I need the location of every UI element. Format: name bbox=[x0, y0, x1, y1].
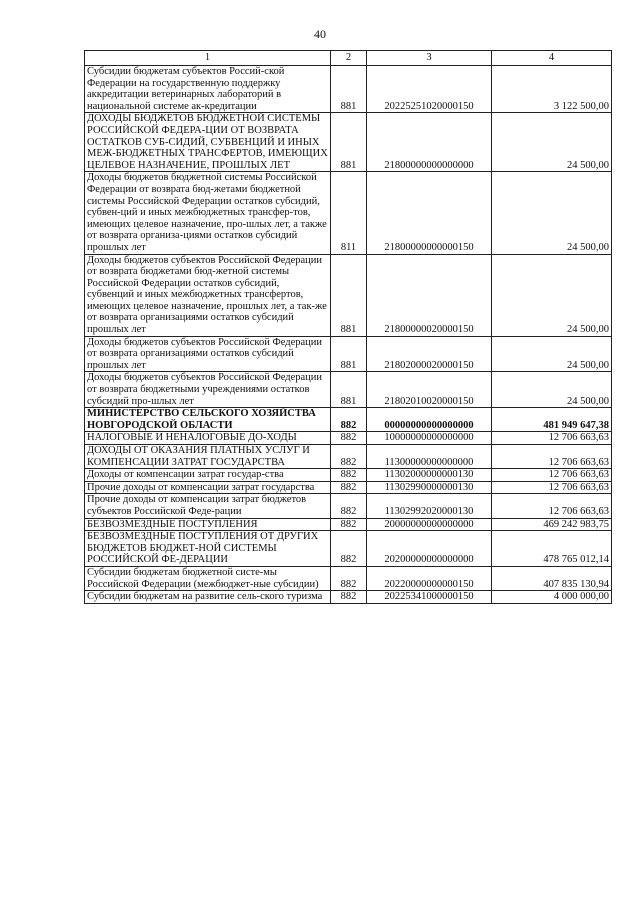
row-sum-cell: 481 949 647,38 bbox=[492, 408, 612, 432]
table-row bbox=[85, 494, 612, 518]
row-sum-cell: 12 706 663,63 bbox=[492, 469, 612, 482]
row-code-cell: 882 bbox=[331, 432, 367, 445]
row-name-cell: Доходы от компенсации затрат государ-ства bbox=[85, 469, 331, 482]
row-kbk-cell: 11302000000000130 bbox=[367, 469, 492, 482]
page-number: 40 bbox=[314, 27, 326, 41]
table-row bbox=[85, 336, 612, 372]
row-sum-cell: 407 835 130,94 bbox=[492, 566, 612, 590]
row-name-cell: ДОХОДЫ ОТ ОКАЗАНИЯ ПЛАТНЫХ УСЛУГ И КОМПЕНСАЦИИ ЗАТРАТ ГОСУДАРСТВА bbox=[85, 445, 331, 469]
table-row bbox=[85, 518, 612, 531]
row-kbk-cell: 20000000000000000 bbox=[367, 518, 492, 531]
row-kbk-cell: 20225341000000150 bbox=[367, 591, 492, 604]
row-name-cell: БЕЗВОЗМЕЗДНЫЕ ПОСТУПЛЕНИЯ ОТ ДРУГИХ БЮДЖЕТОВ БЮДЖЕТ-НОЙ СИСТЕМЫ РОССИЙСКОЙ ФЕ-ДЕРАЦИИ bbox=[85, 531, 331, 567]
row-sum-cell: 469 242 983,75 bbox=[492, 518, 612, 531]
row-name-cell: БЕЗВОЗМЕЗДНЫЕ ПОСТУПЛЕНИЯ bbox=[85, 518, 331, 531]
column-header-1: 1 bbox=[85, 51, 331, 66]
row-sum-cell: 12 706 663,63 bbox=[492, 432, 612, 445]
row-code-cell: 882 bbox=[331, 445, 367, 469]
table-row bbox=[85, 591, 612, 604]
row-sum-cell: 24 500,00 bbox=[492, 336, 612, 372]
row-kbk-cell: 20200000000000000 bbox=[367, 531, 492, 567]
column-header-4: 4 bbox=[492, 51, 612, 66]
row-code-cell: 881 bbox=[331, 113, 367, 172]
table-row bbox=[85, 408, 612, 432]
budget-revenue-table bbox=[84, 50, 612, 604]
row-name-cell: Доходы бюджетов субъектов Российской Федерации от возврата бюджетами бюд-жетной системы Российской Федерации остатков субсидий, субвенций и иных межбюджетных трансфертов, имеющих целевое назначение, прошлых лет, а так-же от возврата организациями остатков субсидий прошлых лет bbox=[85, 254, 331, 336]
row-code-cell: 881 bbox=[331, 372, 367, 408]
row-kbk-cell: 11300000000000000 bbox=[367, 445, 492, 469]
table-row bbox=[85, 445, 612, 469]
row-name-cell: Субсидии бюджетам субъектов Россий-ской Федерации на государственную поддержку аккредитации ветеринарных лабораторий в национальной системе ак-кредитации bbox=[85, 66, 331, 113]
table-row bbox=[85, 66, 612, 113]
row-kbk-cell: 10000000000000000 bbox=[367, 432, 492, 445]
row-kbk-cell: 11302990000000130 bbox=[367, 481, 492, 494]
row-code-cell: 881 bbox=[331, 254, 367, 336]
column-header-3: 3 bbox=[367, 51, 492, 66]
row-code-cell: 882 bbox=[331, 531, 367, 567]
row-code-cell: 881 bbox=[331, 336, 367, 372]
row-name-cell: МИНИСТЕРСТВО СЕЛЬСКОГО ХОЗЯЙСТВА НОВГОРОДСКОЙ ОБЛАСТИ bbox=[85, 408, 331, 432]
table-row bbox=[85, 566, 612, 590]
row-kbk-cell: 21802010020000150 bbox=[367, 372, 492, 408]
row-code-cell: 882 bbox=[331, 591, 367, 604]
row-kbk-cell: 20225251020000150 bbox=[367, 66, 492, 113]
row-sum-cell: 3 122 500,00 bbox=[492, 66, 612, 113]
row-sum-cell: 24 500,00 bbox=[492, 254, 612, 336]
row-code-cell: 882 bbox=[331, 408, 367, 432]
row-name-cell: Доходы бюджетов субъектов Российской Федерации от возврата организациями остатков субсидий прошлых лет bbox=[85, 336, 331, 372]
row-name-cell: Доходы бюджетов субъектов Российской Федерации от возврата бюджетными учреждениями остатков субсидий про-шлых лет bbox=[85, 372, 331, 408]
table-header-row bbox=[85, 51, 612, 66]
table-row bbox=[85, 113, 612, 172]
row-sum-cell: 24 500,00 bbox=[492, 372, 612, 408]
row-code-cell: 882 bbox=[331, 566, 367, 590]
row-sum-cell: 24 500,00 bbox=[492, 172, 612, 254]
row-code-cell: 882 bbox=[331, 481, 367, 494]
row-code-cell: 811 bbox=[331, 172, 367, 254]
row-kbk-cell: 21800000000000000 bbox=[367, 113, 492, 172]
row-kbk-cell: 00000000000000000 bbox=[367, 408, 492, 432]
row-name-cell: Прочие доходы от компенсации затрат бюджетов субъектов Российской Феде-рации bbox=[85, 494, 331, 518]
row-name-cell: НАЛОГОВЫЕ И НЕНАЛОГОВЫЕ ДО-ХОДЫ bbox=[85, 432, 331, 445]
table-row bbox=[85, 432, 612, 445]
row-sum-cell: 4 000 000,00 bbox=[492, 591, 612, 604]
row-kbk-cell: 21802000020000150 bbox=[367, 336, 492, 372]
row-sum-cell: 478 765 012,14 bbox=[492, 531, 612, 567]
row-kbk-cell: 20220000000000150 bbox=[367, 566, 492, 590]
table-row bbox=[85, 254, 612, 336]
row-kbk-cell: 21800000000000150 bbox=[367, 172, 492, 254]
row-sum-cell: 12 706 663,63 bbox=[492, 481, 612, 494]
table-row bbox=[85, 481, 612, 494]
row-sum-cell: 12 706 663,63 bbox=[492, 494, 612, 518]
row-code-cell: 882 bbox=[331, 518, 367, 531]
row-name-cell: Доходы бюджетов бюджетной системы Российской Федерации от возврата бюд-жетами бюджетной системы Российской Федерации остатков субсидий, субвен-ций и иных межбюджетных трансфер-тов, имеющих целевое назначение, про-шлых лет, а также от возврата организа-циями остатков субсидий прошлых лет bbox=[85, 172, 331, 254]
row-name-cell: Субсидии бюджетам на развитие сель-ского туризма bbox=[85, 591, 331, 604]
row-kbk-cell: 11302992020000130 bbox=[367, 494, 492, 518]
row-code-cell: 881 bbox=[331, 66, 367, 113]
row-name-cell: Прочие доходы от компенсации затрат государства bbox=[85, 481, 331, 494]
row-name-cell: Субсидии бюджетам бюджетной систе-мы Российской Федерации (межбюджет-ные субсидии) bbox=[85, 566, 331, 590]
table-row bbox=[85, 531, 612, 567]
row-name-cell: ДОХОДЫ БЮДЖЕТОВ БЮДЖЕТНОЙ СИСТЕМЫ РОССИЙСКОЙ ФЕДЕРА-ЦИИ ОТ ВОЗВРАТА ОСТАТКОВ СУБ-СИДИЙ, СУБВЕНЦИЙ И ИНЫХ МЕЖ-БЮДЖЕТНЫХ ТРАНСФЕРТОВ, ИМЕЮЩИХ ЦЕЛЕВОЕ НАЗНАЧЕНИЕ, ПРОШЛЫХ ЛЕТ bbox=[85, 113, 331, 172]
row-code-cell: 882 bbox=[331, 494, 367, 518]
table-row bbox=[85, 469, 612, 482]
table-row bbox=[85, 172, 612, 254]
row-kbk-cell: 21800000020000150 bbox=[367, 254, 492, 336]
row-code-cell: 882 bbox=[331, 469, 367, 482]
column-header-2: 2 bbox=[331, 51, 367, 66]
table-row bbox=[85, 372, 612, 408]
row-sum-cell: 24 500,00 bbox=[492, 113, 612, 172]
row-sum-cell: 12 706 663,63 bbox=[492, 445, 612, 469]
